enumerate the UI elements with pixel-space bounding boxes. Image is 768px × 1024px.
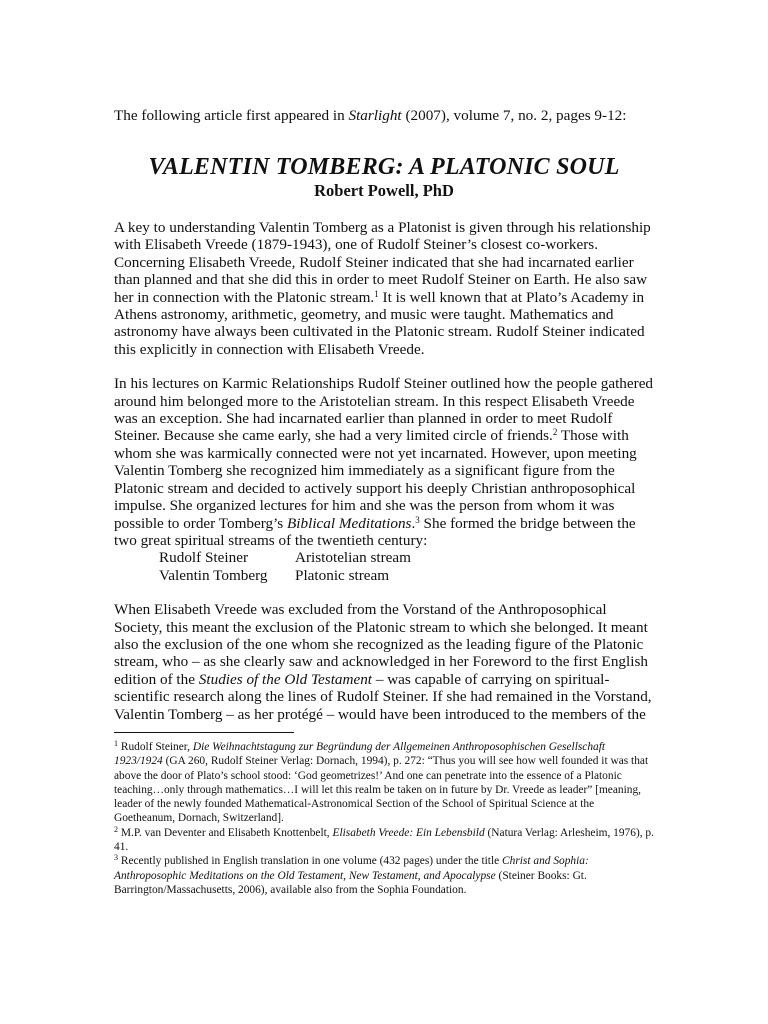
- paragraph-1: [114, 219, 654, 358]
- document-page: [114, 106, 654, 897]
- footnote-2-text-a: M.P. van Deventer and Elisabeth Knottenbelt,: [118, 826, 333, 839]
- book-title-biblical-meditations: Biblical Meditations: [287, 514, 412, 532]
- book-title-studies-old-testament: Studies of the Old Testament: [198, 670, 373, 688]
- paragraph-1-text-a: A key to understanding Valentin Tomberg as a Platonist is given through his relationship with Elisabeth Vreede (1879-1943), one of Rudolf Steiner’s closest co-workers. Concerning Elisabeth Vreede, Rudolf Steiner indicated that she had incarnated earlier than planned and that she did this in order to meet Rudolf Steiner on Earth. He also saw her in connection with the Platonic stream.: [114, 219, 651, 306]
- paragraph-1-text-b: It is well known that at Plato’s Academy in Athens astronomy, arithmetic, geometry, and music were taught. Mathematics and astronomy have always been cultivated in the Platonic stream. Rudolf Steiner indicated this explicitly in connection with Elisabeth Vreede.: [114, 288, 645, 358]
- footnote-number: 1: [114, 738, 118, 748]
- footnote-number: 3: [114, 853, 118, 863]
- stream-name: Aristotelian stream: [295, 549, 411, 567]
- paragraph-2: [114, 375, 654, 549]
- footnote-2: [114, 826, 654, 855]
- footnote-1: [114, 740, 654, 826]
- paragraph-3: [114, 601, 654, 723]
- footnote-1-title: Die Weihnachtstagung zur Begründung der Allgemeinen Anthroposophischen Gesellschaft 1923/1924: [114, 740, 606, 768]
- footnote-ref-3[interactable]: 3: [415, 514, 420, 525]
- footnote-2-title: Elisabeth Vreede: Ein Lebensbild: [332, 826, 485, 839]
- streams-list: [114, 549, 654, 584]
- stream-person: Valentin Tomberg: [159, 566, 268, 584]
- footnote-separator: [114, 732, 294, 733]
- stream-row: [114, 567, 654, 584]
- paragraph-3-text-b: – was capable of carrying on spiritual-scientific research along the lines of Rudolf Steiner. If she had remained in the Vorstand, Valentin Tomberg – as her protégé – would have been introduced to the members of the: [114, 670, 652, 723]
- stream-name: Platonic stream: [295, 566, 390, 584]
- journal-name: Starlight: [348, 107, 402, 124]
- footnote-3: [114, 854, 654, 897]
- article-title: VALENTIN TOMBERG: A PLATONIC SOUL: [148, 154, 620, 180]
- paragraph-2-text-a: In his lectures on Karmic Relationships Rudolf Steiner outlined how the people gathered around him belonged more to the Aristotelian stream. In this respect Elisabeth Vreede was an exception. She had incarnated earlier than planned in order to meet Rudolf Steiner. Because she came early, she had a very limited circle of friends.: [114, 375, 654, 445]
- footnote-3-text-b: (Steiner Books: Gt. Barrington/Massachusetts, 2006), available also from the Sophia Foundation.: [114, 869, 587, 896]
- stream-row: [114, 549, 654, 566]
- footnote-2-text-b: (Natura Verlag: Arlesheim, 1976), p. 41.: [114, 826, 654, 854]
- footnote-1-text-b: (GA 260, Rudolf Steiner Verlag: Dornach, 1994), p. 272: “Thus you will see how well founded it was that above the door of Plato’s school stood: ‘God geometrizes!’ And one can penetrate into the essence of a Platonic teaching…only through mathematics…I will let this realm be taken on in future by Dr. Vreede as leader” [meaning, leader of the newly founded Mathematical-Astronomical Section of the School of Spiritual Science at the Goetheanum, Dornach, Switzerland].: [114, 755, 649, 825]
- footnote-number: 2: [114, 824, 118, 834]
- footnote-3-title: Christ and Sophia: Anthroposophic Meditations on the Old Testament, New Testament, and Apocalypse: [114, 855, 589, 882]
- footnote-1-text-a: Rudolf Steiner,: [118, 740, 193, 753]
- publication-note-suffix: (2007), volume 7, no. 2, pages 9-12:: [401, 107, 627, 124]
- publication-note: [114, 106, 654, 125]
- paragraph-2-text-b: Those with whom she was karmically connected were not yet incarnated. However, upon meeting Valentin Tomberg she recognized him immediately as a significant figure from the Platonic stream and decided to actively support his deeply Christian anthroposophical impulse. She organized lectures for him and she was the person from whom it was possible to order Tomberg’s: [114, 427, 637, 532]
- paragraph-3-text-a: When Elisabeth Vreede was excluded from the Vorstand of the Anthroposophical Society, this meant the exclusion of the Platonic stream to which she belonged. It meant also the exclusion of the one whom she recognized as the leading figure of the Platonic stream, who – as she clearly saw and acknowledged in her Foreword to the first English edition of the: [114, 601, 648, 688]
- footnote-3-text-a: Recently published in English translation in one volume (432 pages) under the title: [118, 855, 503, 868]
- article-author: Robert Powell, PhD: [314, 181, 454, 200]
- publication-note-prefix: The following article first appeared in: [114, 107, 349, 124]
- paragraph-2-text-d: She formed the bridge between the two great spiritual streams of the twentieth century:: [114, 514, 636, 549]
- stream-person: Rudolf Steiner: [159, 549, 249, 567]
- footnote-ref-1[interactable]: 1: [374, 288, 379, 299]
- footnote-ref-2[interactable]: 2: [552, 427, 558, 438]
- paragraph-2-text-c: .: [411, 514, 416, 532]
